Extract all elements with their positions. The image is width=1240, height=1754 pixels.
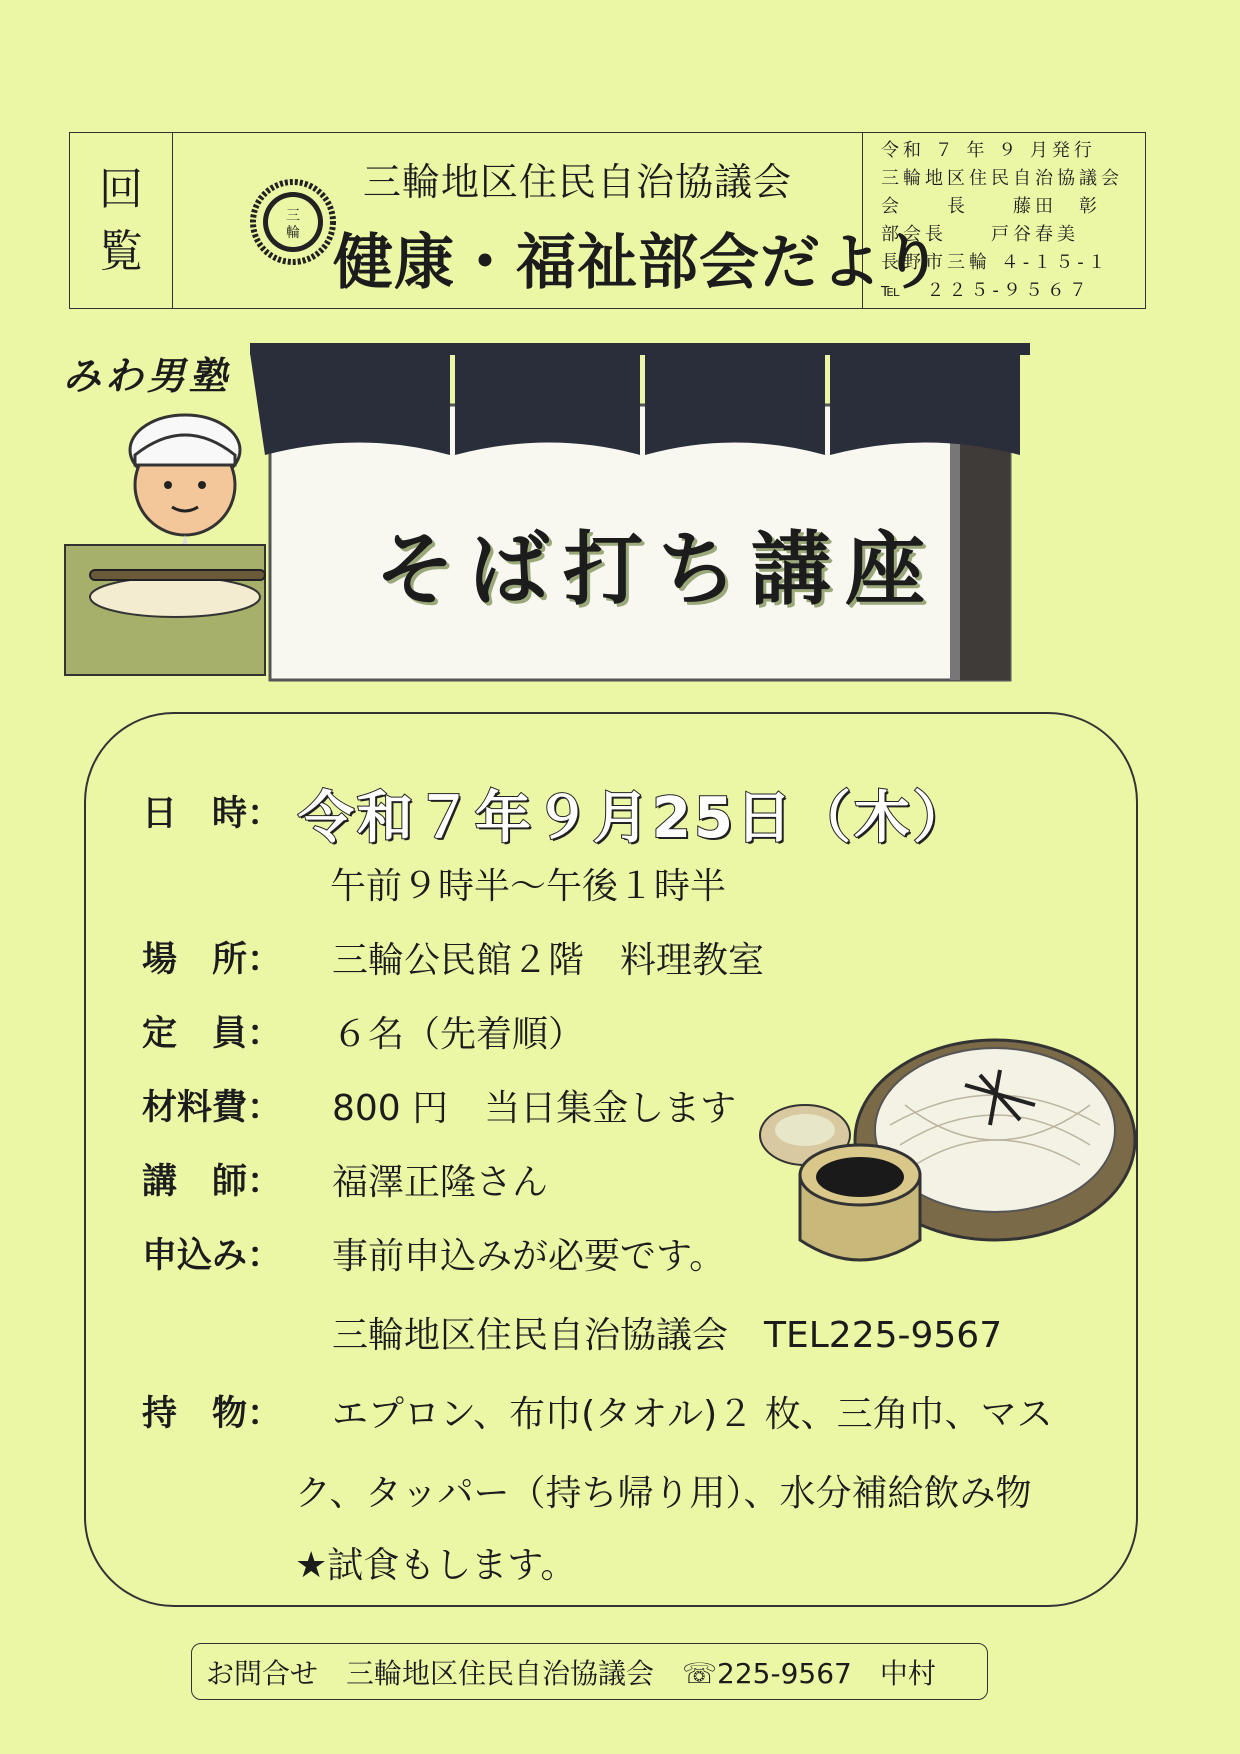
newsletter-title: 健康・福祉部会だより [333, 228, 943, 298]
bring-line-1: エプロン、布巾(タオル)２ 枚、三角巾、マス [332, 1394, 1053, 1435]
seal-text-top: 三 [286, 208, 300, 224]
pub-org: 三輪地区住民自治協議会 [881, 168, 1123, 189]
apply-contact: 三輪地区住民自治協議会 TEL225-9567 [332, 1315, 1003, 1356]
apply-label: 申込み： [142, 1236, 283, 1276]
kairan-char-1: 回 [99, 163, 143, 215]
kairan-char-2: 覧 [99, 225, 143, 277]
organization-name: 三輪地区住民自治協議会 [363, 160, 793, 204]
pub-chair: 会 長 藤田 彰 [881, 196, 1101, 217]
capacity-value: ６名（先着順） [332, 1014, 585, 1055]
tasting-note: ★試食もします。 [295, 1545, 577, 1586]
association-seal-icon [248, 177, 338, 267]
place-label: 場 所： [142, 940, 283, 980]
capacity-label: 定 員： [142, 1014, 283, 1054]
pub-address: 長野市三輪 ４-１５-１ [881, 252, 1110, 273]
bring-label: 持 物： [142, 1394, 283, 1434]
club-name: みわ男塾 [63, 353, 232, 398]
pub-phone: ℡ ２２５-９５６７ [881, 280, 1091, 301]
teacher-value: 福澤正隆さん [332, 1162, 549, 1203]
zaru-soba-icon [750, 1025, 1140, 1285]
pub-dept-chair: 部会長 戸谷春美 [881, 224, 1079, 245]
header-box [69, 132, 1146, 309]
course-title: そば打ち講座 [375, 522, 939, 616]
date-value: 令和７年９月25日（木） [298, 786, 972, 851]
fee-label: 材料費： [142, 1088, 283, 1128]
fee-value: 800 円 当日集金します [332, 1088, 737, 1129]
teacher-label: 講 師： [142, 1162, 283, 1202]
pub-date: 令和 ７ 年 ９ 月発行 [881, 140, 1096, 161]
kairan-label [70, 133, 173, 308]
apply-value: 事前申込みが必要です。 [332, 1236, 726, 1277]
seal-text-bottom: 輪 [286, 225, 300, 241]
contact-footer: お問合せ 三輪地区住民自治協議会 ☏225-9567 中村 [191, 1643, 988, 1700]
date-label: 日 時： [142, 794, 283, 834]
bring-line-2: ク、タッパー（持ち帰り用）、水分補給飲み物 [295, 1473, 1032, 1514]
time-value: 午前９時半～午後１時半 [330, 866, 727, 907]
publication-info [863, 133, 1145, 308]
place-value: 三輪公民館２階 料理教室 [332, 940, 765, 981]
title-area [173, 133, 943, 308]
